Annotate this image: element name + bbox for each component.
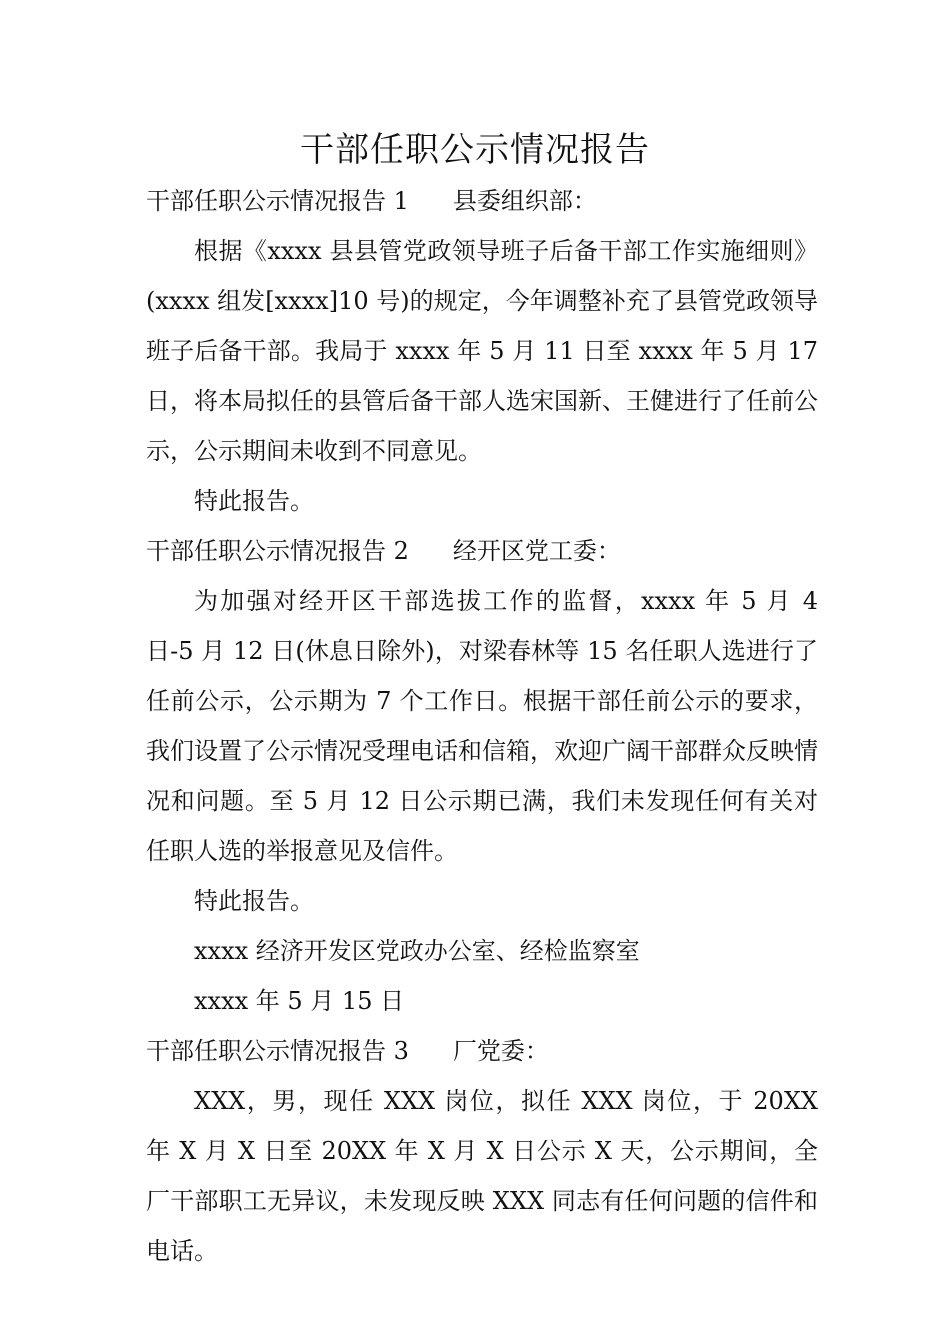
section-heading: 干部任职公示情况报告 3 [146,1037,409,1065]
section-heading-line [146,176,818,226]
report-section-2 [146,526,818,1026]
section-heading: 干部任职公示情况报告 2 [146,537,409,565]
document-body [146,176,818,1276]
section-heading: 干部任职公示情况报告 1 [146,187,409,215]
section-recipient: 厂党委： [452,1037,549,1065]
closing-line: 特此报告。 [194,887,314,915]
document-title: 干部任职公示情况报告 [300,130,650,170]
section-recipient: 经开区党工委： [452,537,621,565]
signature-line: xxxx 经济开发区党政办公室、经检监察室 [194,937,640,965]
closing-line: 特此报告。 [194,487,314,515]
section-heading-line [146,1026,818,1076]
section-paragraph: XXX，男，现任 XXX 岗位，拟任 XXX 岗位，于 20XX 年 X 月 X 日至 20XX 年 X 月 X 日公示 X 天，公示期间，全厂干部职工无异议，未发现反映 XXX 同志有任何问题的信件和电话。 [146,1087,818,1265]
date-line: xxxx 年 5 月 15 日 [194,987,405,1015]
section-heading-line [146,526,818,576]
section-recipient: 县委组织部： [452,187,597,215]
report-section-1 [146,176,818,526]
section-paragraph: 根据《xxxx 县县管党政领导班子后备干部工作实施细则》(xxxx 组发[xxxx]10 号)的规定，今年调整补充了县管党政领导班子后备干部。我局于 xxxx 年 5 月 11 日至 xxxx 年 5 月 17 日，将本局拟任的县管后备干部人选宋国新、王健进行了任前公示，公示期间未收到不同意见。 [146,237,818,465]
report-section-3 [146,1026,818,1276]
section-paragraph: 为加强对经开区干部选拔工作的监督，xxxx 年 5 月 4 日-5 月 12 日(休息日除外)，对梁春林等 15 名任职人选进行了任前公示，公示期为 7 个工作日。根据干部任前公示的要求，我们设置了公示情况受理电话和信箱，欢迎广阔干部群众反映情况和问题。至 5 月 12 日公示期已满，我们未发现任何有关对任职人选的举报意见及信件。 [146,587,818,865]
